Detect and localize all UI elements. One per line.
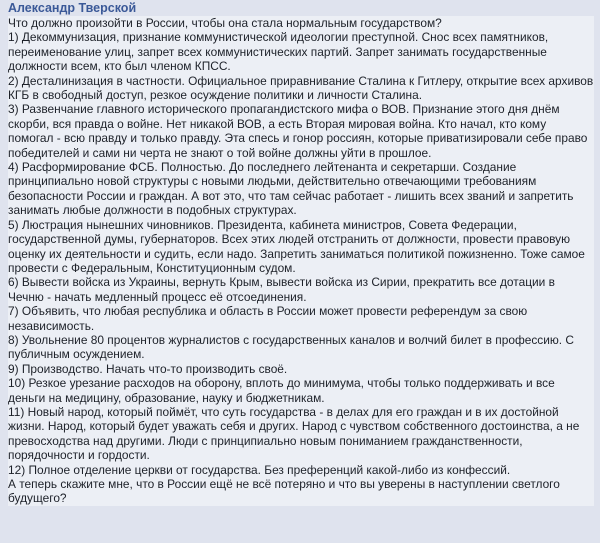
post-paragraph: А теперь скажите мне, что в России ещё не всё потеряно и что вы уверены в наступлении светлого будущего?	[8, 477, 560, 506]
post-author-name[interactable]: Александр Тверской	[8, 1, 137, 15]
post-paragraph: 8) Увольнение 80 процентов журналистов с государственных каналов и волчий билет в профессию. С публичным осуждением.	[8, 332, 574, 362]
post-paragraph: 1) Декоммунизация, признание коммунистической идеологии преступной. Снос всех памятников, переименование улиц, запрет всех коммунистических партий. Запрет занимать государственные должности всем, кто был членом КПСС.	[8, 30, 549, 74]
post-paragraph: 10) Резкое урезание расходов на оборону, вплоть до минимума, чтобы только поддерживать и все деньги на медицину, образование, науку и бюджетникам.	[8, 376, 555, 405]
post-body	[8, 16, 594, 506]
post-paragraph: 7) Объявить, что любая республика и область в России может провести референдум за свою независимость.	[8, 304, 528, 333]
post-paragraph: 4) Расформирование ФСБ. Полностью. До последнего лейтенанта и секретарши. Создание принципиально новой структуры с новыми людьми, действительно отвечающими требованиям безопасности России и граждан. А вот это, что там сейчас работает - лишить всех званий и запретить занимать любые должности в подобных структурах.	[8, 160, 574, 218]
post-paragraph: 12) Полное отделение церкви от государства. Без преференций какой-либо из конфессий.	[8, 462, 511, 477]
post-paragraph: 2) Десталинизация в частности. Официальное приравнивание Сталина к Гитлеру, открытие всех архивов КГБ в свободный доступ, резкое осуждение политики и личности Сталина.	[8, 73, 594, 103]
post-paragraph: 11) Новый народ, который поймёт, что суть государства - в делах для его граждан и в их достойной жизни. Народ, который будет уважать себя и других. Народ с чувством собственного достоинства, а не превосходства над другими. Люди с принципиально новым пониманием гражданственности, порядочности и гордости.	[8, 404, 580, 463]
post-paragraph: 6) Вывести войска из Украины, вернуть Крым, вывести войска из Сирии, прекратить все дотации в Чечню - начать медленный процесс её отсоединения.	[8, 275, 555, 304]
post-paragraph: 3) Развенчание главного исторического пропагандистского мифа о ВОВ. Признание этого дня днём скорби, вся правда о войне. Нет никакой ВОВ, а есть Вторая мировая война. Кто начал, кто кому помогал - всю правду и только правду. Эта спесь и гонор россиян, которые приватизировали себе право победителей и сами ни черта не знают о той войне должны уйти в прошлое.	[8, 102, 588, 160]
post-paragraph: 9) Производство. Начать что-то производить своё.	[8, 361, 288, 376]
post-paragraph: Что должно произойти в России, чтобы она стала нормальным государством?	[8, 16, 442, 30]
post-paragraph: 5) Люстрация нынешних чиновников. Президента, кабинета министров, Совета Федерации, государственной думы, губернаторов. Всех этих людей отстранить от должности, провести правовую оценку их деятельности и судить, если надо. Запретить заниматься политикой пожизненно. Тоже самое провести с Федеральным, Конституционным судом.	[8, 217, 585, 275]
